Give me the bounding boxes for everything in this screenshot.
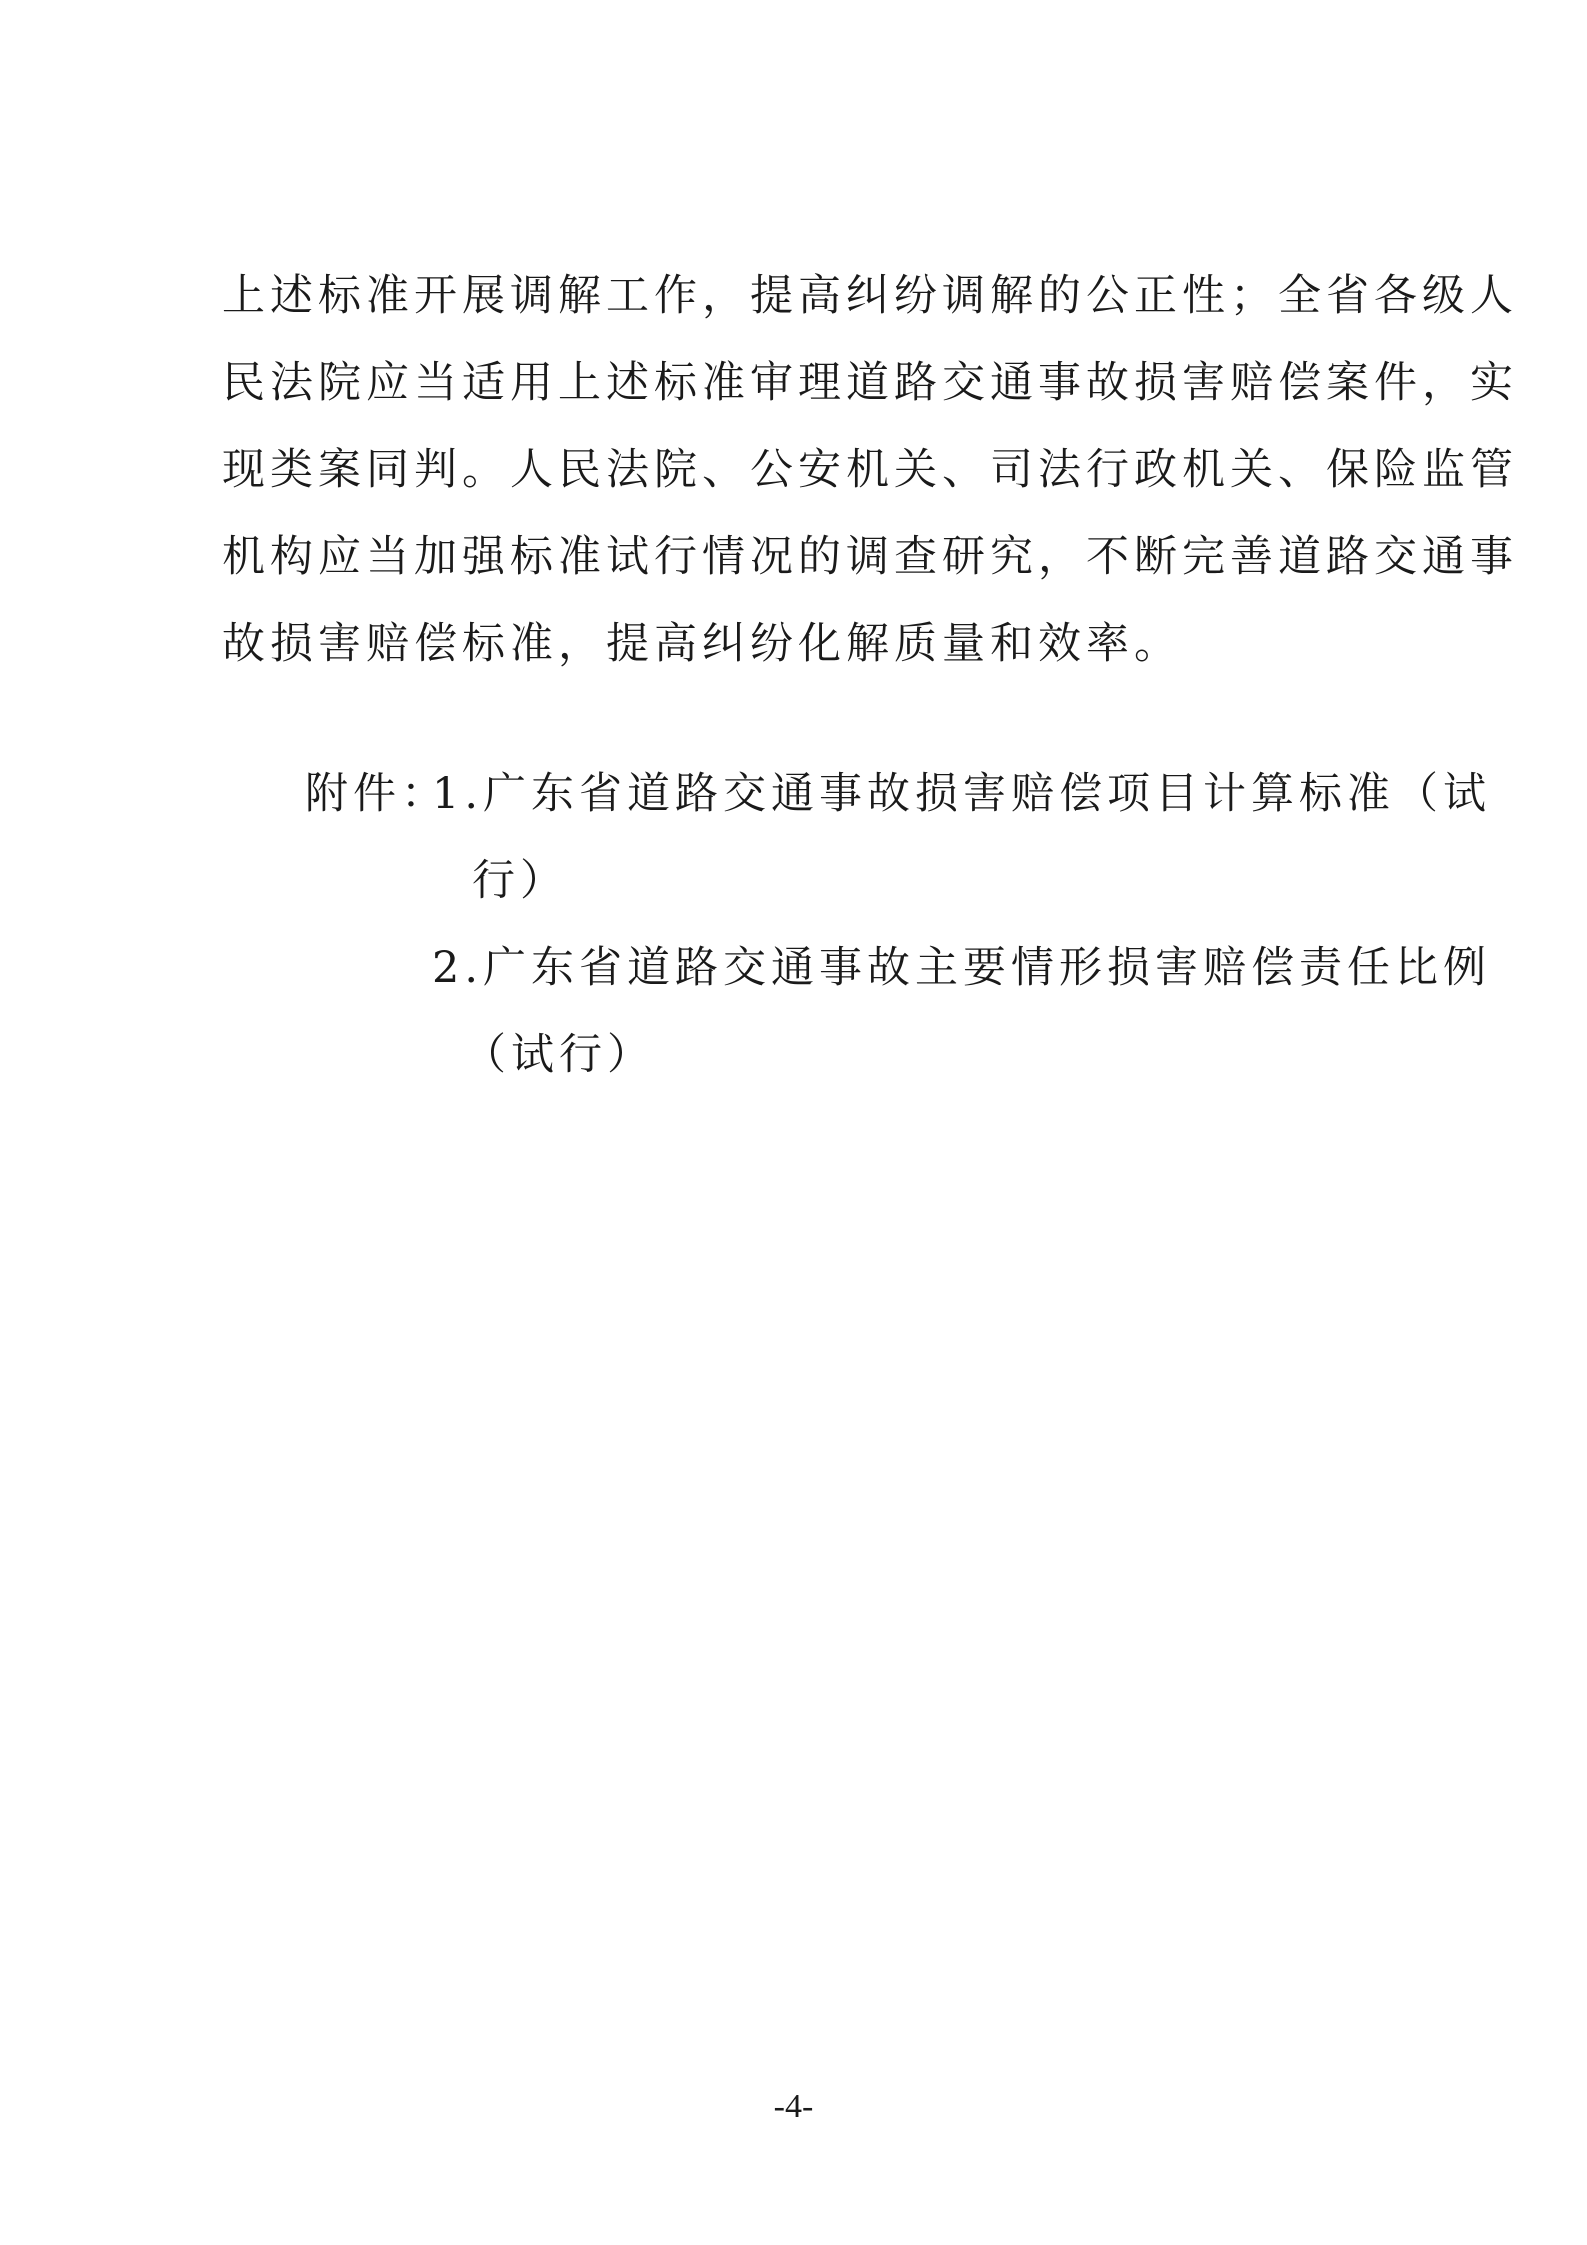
body-line-3: 现类案同判。人民法院、公安机关、司法行政机关、保险监管 (222, 445, 1518, 495)
attachment-1-line-1: 1.广东省道路交通事故损害赔偿项目计算标准（试 (432, 769, 1492, 819)
body-line-4: 机构应当加强标准试行情况的调查研究，不断完善道路交通事 (222, 532, 1518, 582)
body-line-5: 故损害赔偿标准，提高纠纷化解质量和效率。 (222, 619, 1182, 669)
attachments-label: 附件： (305, 769, 449, 819)
attachment-2-line-1: 2.广东省道路交通事故主要情形损害赔偿责任比例 (432, 943, 1492, 993)
page-number: -4- (773, 2088, 814, 2125)
attachment-1-line-2: 行） (472, 856, 568, 906)
attachment-2-line-2: （试行） (463, 1030, 655, 1080)
body-line-2: 民法院应当适用上述标准审理道路交通事故损害赔偿案件，实 (222, 358, 1518, 408)
body-line-1: 上述标准开展调解工作，提高纠纷调解的公正性；全省各级人 (222, 271, 1518, 321)
